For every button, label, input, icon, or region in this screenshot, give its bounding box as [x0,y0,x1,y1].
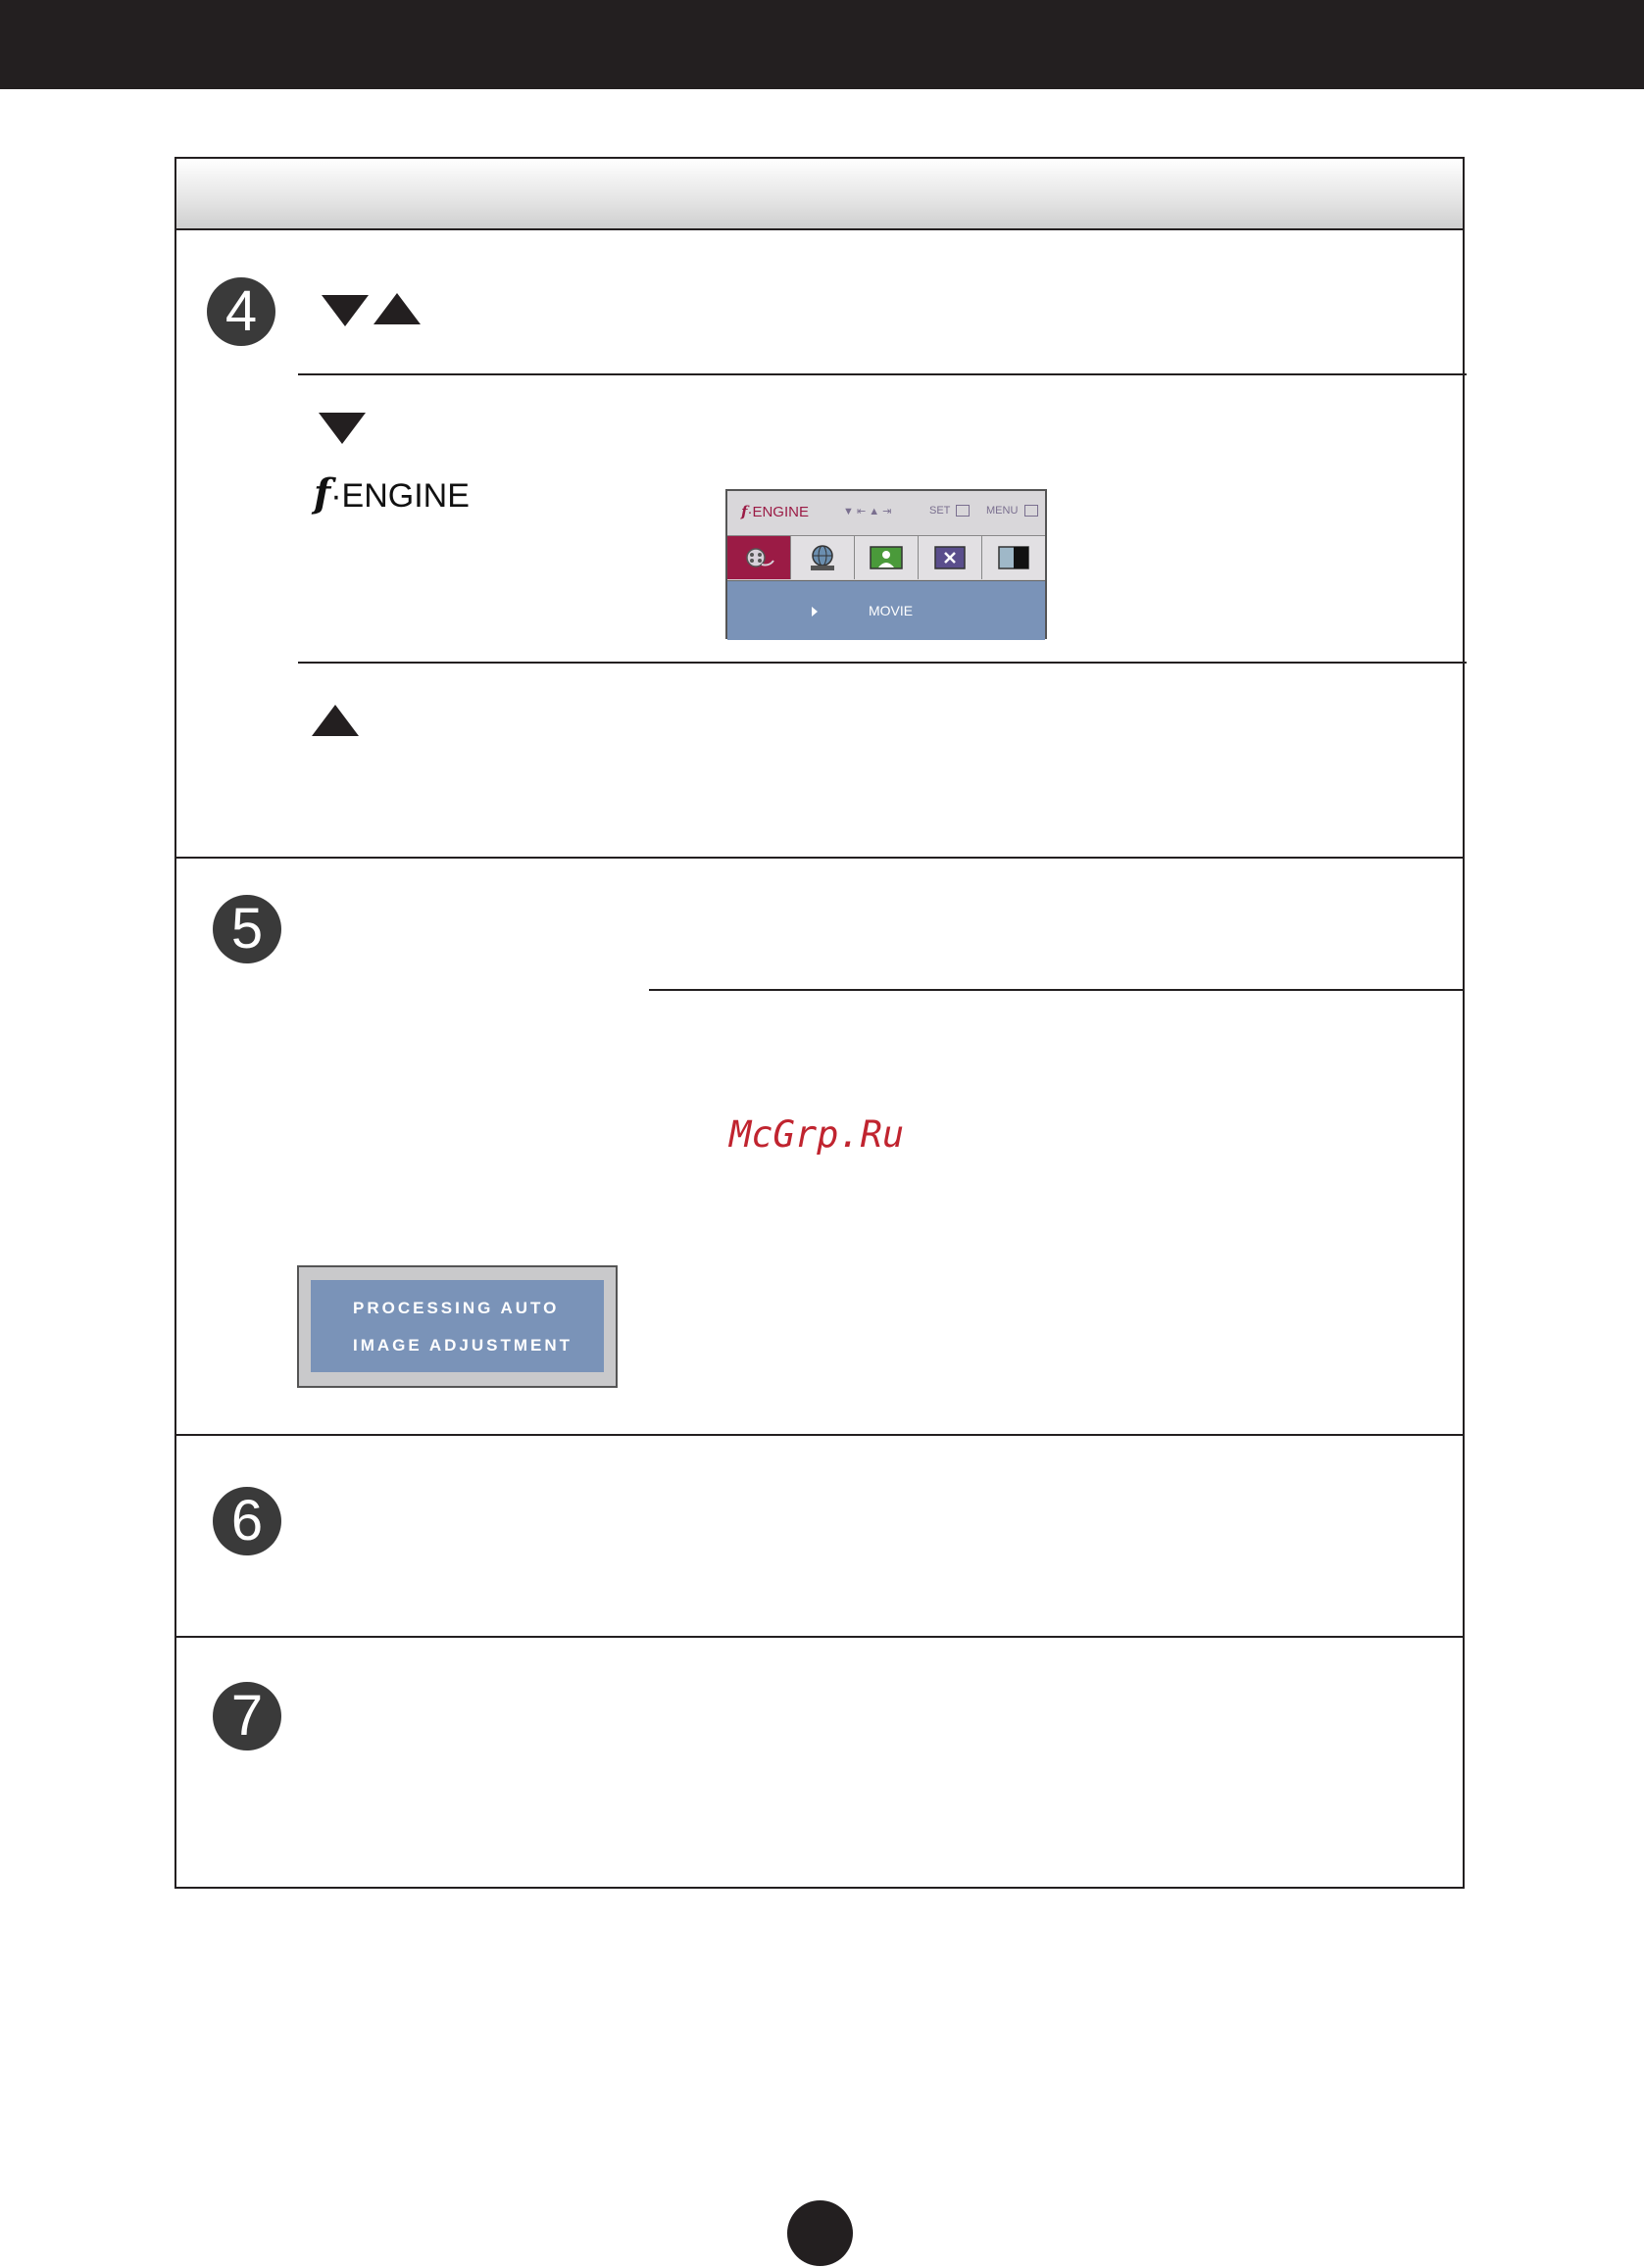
osd-mode-icons [727,536,1045,579]
demo-icon [998,546,1029,569]
processing-line-1: PROCESSING AUTO [353,1299,560,1317]
divider [174,857,1465,859]
internet-icon [808,544,837,571]
watermark: McGrp.Ru [729,1113,905,1156]
osd-mode-normal[interactable] [919,536,982,579]
osd-mode-panel [727,580,1045,640]
picture-icon [870,546,903,569]
step-6-badge: 6 [213,1487,281,1555]
osd-title [741,503,809,520]
osd-mode-picture[interactable] [855,536,919,579]
osd-set-icon [956,505,970,517]
processing-osd-box [297,1265,618,1388]
fengine-label [314,470,470,517]
osd-nav-controls: ▼ ⇤ ▲ ⇥ [843,506,892,518]
step-5-badge: 5 [213,895,281,963]
step-7-badge: 7 [213,1682,281,1750]
osd-menu-control: MENU [986,505,1019,517]
processing-line-2: IMAGE ADJUSTMENT [353,1336,573,1355]
page-number-dot [787,2200,853,2266]
osd-selected-mode: MOVIE [869,603,914,618]
divider [174,1434,1465,1436]
osd-menu-icon [1024,505,1038,517]
processing-osd-panel [311,1280,604,1372]
movie-icon [742,545,775,570]
up-arrow-icon [374,293,421,324]
divider [298,373,1467,375]
down-arrow-icon [319,413,366,444]
osd-mode-demo[interactable] [982,536,1045,579]
osd-mode-internet[interactable] [791,536,855,579]
table-header [176,159,1463,230]
osd-set-control: SET [929,505,951,517]
osd-selection-arrow-icon [812,607,818,616]
fengine-osd-menu [725,489,1047,639]
divider [174,1636,1465,1638]
osd-mode-movie[interactable] [727,536,791,579]
osd-title-text: ·ENGINE [747,504,809,520]
osd-title-f: f [741,503,748,520]
osd-title-bar [727,491,1045,536]
header-bar [0,0,1644,89]
fengine-f-glyph: f [314,470,331,517]
fengine-text: ENGINE [341,477,470,515]
down-arrow-icon [322,295,369,326]
instruction-table [174,157,1465,1889]
fengine-dot: · [330,477,342,515]
divider [649,989,1465,991]
up-arrow-icon [312,705,359,736]
divider [298,662,1467,664]
cancel-icon [934,546,966,569]
step-4-badge: 4 [207,277,275,346]
